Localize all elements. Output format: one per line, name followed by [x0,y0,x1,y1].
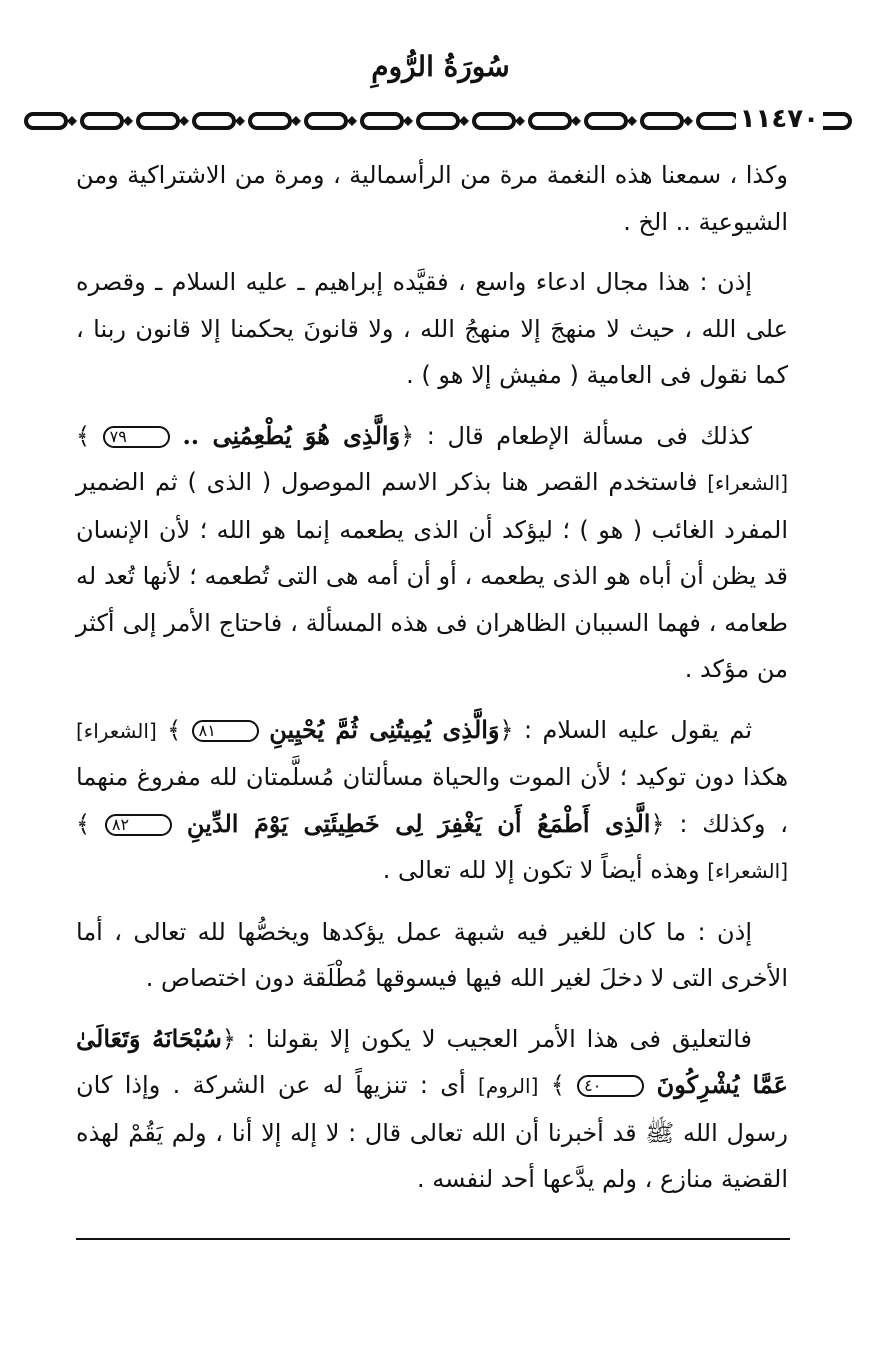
paragraph [76,1016,788,1203]
chain-link [194,114,234,128]
chain-link [362,114,402,128]
ayah-number: ٨٢ [105,814,172,836]
verse-close-bracket-icon: ﴾ [156,715,192,744]
ayah-number: ٤٠ [577,1075,644,1097]
chain-diamond [403,116,413,126]
surah-reference: [الشعراء] [707,471,788,495]
chain-diamond [123,116,133,126]
chain-link [26,114,66,128]
chain-diamond [515,116,525,126]
surah-reference: [الشعراء] [707,859,788,883]
chain-link [418,114,458,128]
chain-diamond [179,116,189,126]
chain-diamond [291,116,301,126]
chain-link [586,114,626,128]
body-text: إذن : هذا مجال ادعاء واسع ، فقيَّده إبراهيم ـ عليه السلام ـ وقصره على الله ، حيث لا منهجَ إلا منهجُ الله ، ولا قانونَ يحكمنا إلا قانون ربنا ، كما نقول فى العامية ( مفيش إلا هو ) . [76,268,788,389]
paragraph [76,259,788,399]
body-text: وهذه أيضاً لا تكون إلا لله تعالى . [382,856,708,884]
chain-diamond [627,116,637,126]
chain-link [138,114,178,128]
page-body [76,152,788,1217]
page-number: ١١٤٧٠ [736,104,823,134]
chain-link [642,114,682,128]
chain-link [698,114,738,128]
verse-close-bracket-icon: ﴾ [538,1071,578,1099]
ayah-number: ٧٩ [103,426,170,448]
body-text: ثم يقول عليه السلام : [513,715,752,744]
verse-close-bracket-icon: ﴾ [76,421,103,450]
chain-diamond [67,116,77,126]
body-text: هكذا دون توكيد ؛ لأن الموت والحياة مسألتان مُسلَّمتان لله مفروغ منهما ، وكذلك : [76,763,788,838]
chain-diamond [571,116,581,126]
quran-verse: وَالَّذِى يُمِيتُنِى ثُمَّ يُحْيِينِ [269,714,500,744]
paragraph [76,909,788,1002]
chain-link [530,114,570,128]
verse-open-bracket-icon: ﴿ [221,1024,236,1053]
chain-link [474,114,514,128]
chain-link [306,114,346,128]
chain-link [82,114,122,128]
paragraph [76,707,788,895]
paragraph [76,413,788,693]
quran-verse: وَالَّذِى هُوَ يُطْعِمُنِى .. [182,420,401,450]
verse-open-bracket-icon: ﴿ [650,809,665,838]
chain-diamond [459,116,469,126]
body-text: وكذا ، سمعنا هذه النغمة مرة من الرأسمالية ، ومرة من الاشتراكية ومن الشيوعية .. الخ . [76,161,788,236]
verse-open-bracket-icon: ﴿ [499,715,514,744]
chain-diamond [683,116,693,126]
surah-reference: [الشعراء] [76,718,157,743]
quran-verse: الَّذِى أَطْمَعُ أَن يَغْفِرَ لِى خَطِيئَتِى يَوْمَ الدِّينِ [186,808,651,838]
chain-diamond [235,116,245,126]
verse-close-bracket-icon: ﴾ [76,809,105,838]
body-text: فاستخدم القصر هنا بذكر الاسم الموصول ( الذى ) ثم الضمير المفرد الغائب ( هو ) ؛ ليؤكد أن الذى يطعمه إنما هو الله ؛ لأن الإنسان قد يظن أن أباه هو الذى يطعمه ، أو أن أمه هى التى تُطعمه ؛ لأنها تُعد له طعامه ، فهما السببان الظاهران فى هذه المسألة ، فاحتاج الأمر إلى أكثر من مؤكد . [76,468,788,683]
quran-verse: سُبْحَانَهُ وَتَعَالَىٰ عَمَّا يُشْرِكُونَ [76,1023,789,1099]
body-text: إذن : ما كان للغير فيه شبهة عمل يؤكدها ويخصُّها لله تعالى ، أما الأخرى التى لا دخلَ لغير الله فيها فيسوقها مُطْلَقة دون اختصاص . [76,917,788,992]
page-header [0,50,881,83]
body-text: فالتعليق فى هذا الأمر العجيب لا يكون إلا بقولنا : [235,1024,752,1053]
chain-diamond [347,116,357,126]
surah-reference: [الروم] [478,1074,539,1098]
verse-open-bracket-icon: ﴿ [400,421,415,450]
ayah-number: ٨١ [192,720,259,742]
footer-divider [76,1238,790,1240]
paragraph [76,152,788,245]
body-text: كذلك فى مسألة الإطعام قال : [414,421,752,450]
chain-link [250,114,290,128]
surah-title: سُورَةُ الرُّومِ [371,50,510,83]
body-text: أى : تنزيهاً له عن الشركة . وإذا كان رسول الله ﷺ قد أخبرنا أن الله تعالى قال : لا إله إلا أنا ، ولم يَقُمْ لهذه القضية منازع ، ولم يدَّعها أحد لنفسه . [76,1071,788,1193]
